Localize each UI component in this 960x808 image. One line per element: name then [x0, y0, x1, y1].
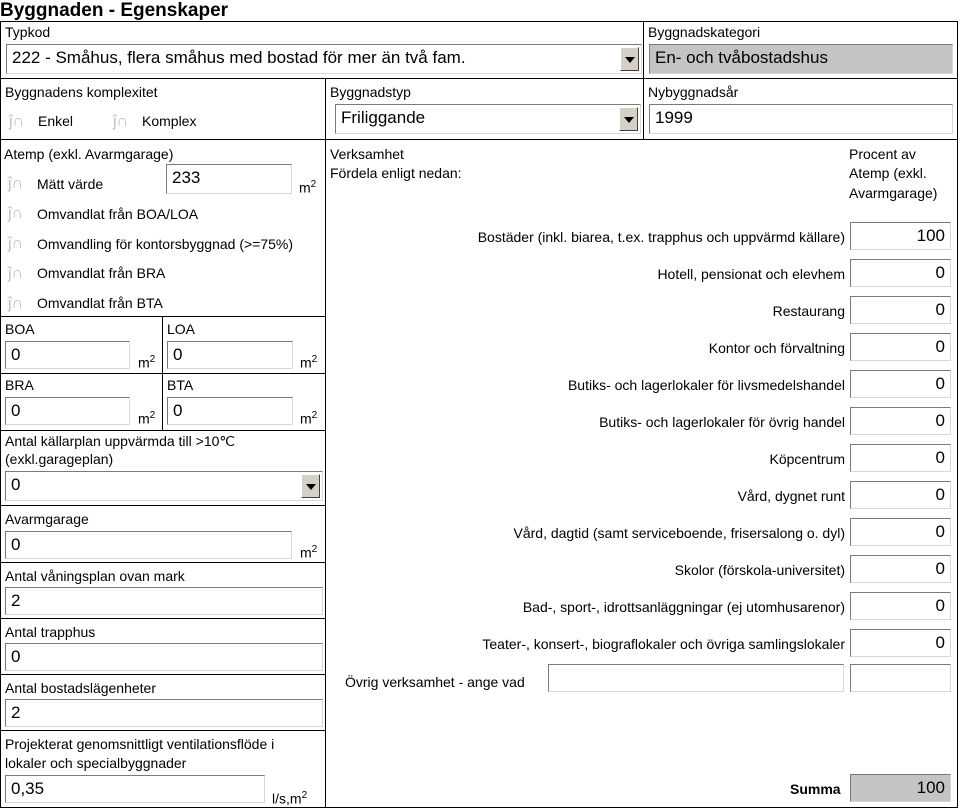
kallarplan-label-line1: Antal källarplan uppvärmda till >10℃: [5, 433, 236, 449]
radio-matt-varde-icon[interactable]: ĵ∩: [8, 175, 24, 192]
radio-bra-icon[interactable]: ĵ∩: [8, 265, 24, 282]
verksamhet-row-input[interactable]: 0: [850, 444, 951, 472]
boa-input[interactable]: 0: [5, 341, 130, 369]
loa-input[interactable]: 0: [167, 341, 293, 369]
radio-bra-label: Omvandlat från BRA: [37, 265, 166, 281]
verksamhet-label: Verksamhet: [330, 146, 404, 162]
trapphus-section: [0, 618, 326, 675]
verksamhet-row-label: Butiks- och lagerlokaler för övrig handel: [599, 414, 845, 430]
page-title: Byggnaden - Egenskaper: [0, 0, 229, 21]
kallarplan-value: 0: [11, 475, 21, 494]
radio-kontor-icon[interactable]: ĵ∩: [8, 235, 24, 252]
nybyggnadsar-label: Nybyggnadsår: [648, 84, 739, 100]
byggnadskategori-field: En- och tvåbostadshus: [649, 44, 953, 74]
byggnadstyp-label: Byggnadstyp: [330, 84, 411, 100]
atemp-unit: $m^2$: [299, 179, 317, 196]
radio-boa-loa-label: Omvandlat från BOA/LOA: [37, 206, 199, 222]
radio-enkel-icon[interactable]: ĵ∩: [9, 113, 25, 130]
verksamhet-row-input[interactable]: 0: [850, 555, 951, 583]
radio-komplex-icon[interactable]: ĵ∩: [113, 113, 129, 130]
avarmgarage-unit: $m^2$: [300, 544, 318, 561]
ovrig-value-input[interactable]: [850, 664, 951, 692]
radio-boa-loa-icon[interactable]: ĵ∩: [8, 205, 24, 222]
verksamhet-row-input[interactable]: 0: [850, 518, 951, 546]
ventilation-label-line1: Projekterat genomsnittligt ventilationsflöde i: [5, 736, 275, 752]
ventilation-unit: $l/s,m^2$: [272, 790, 308, 807]
bta-unit: $m^2$: [300, 410, 318, 427]
procent-header-line1: Procent av: [849, 146, 916, 162]
radio-kontor-label: Omvandling för kontorsbyggnad (>=75%): [37, 236, 294, 252]
typkod-label: Typkod: [5, 24, 51, 40]
kallarplan-section: [0, 430, 326, 506]
avarmgarage-label: Avarmgarage: [5, 511, 89, 527]
ventilation-section: [0, 730, 326, 808]
typkod-select[interactable]: [6, 44, 642, 74]
bta-section: [162, 373, 326, 431]
ventilation-input[interactable]: 0,35: [5, 775, 265, 803]
komplexitet-label: Byggnadens komplexitet: [5, 84, 158, 100]
chevron-down-icon[interactable]: [620, 47, 639, 71]
verksamhet-row-label: Köpcentrum: [769, 451, 845, 467]
bostadslagenheter-input[interactable]: 2: [5, 699, 323, 727]
boa-label: BOA: [5, 321, 35, 337]
verksamhet-row-input[interactable]: 0: [850, 407, 951, 435]
bra-input[interactable]: 0: [5, 397, 130, 425]
nybyggnadsar-section: [643, 78, 958, 140]
boa-section: [0, 316, 163, 374]
verksamhet-row-input[interactable]: 0: [850, 629, 951, 657]
bra-section: [0, 373, 163, 431]
chevron-down-icon[interactable]: [301, 474, 320, 498]
procent-header-line2: Atemp (exkl.: [849, 165, 927, 181]
procent-header-line3: Avarmgarage): [849, 185, 938, 201]
verksamhet-row-label: Butiks- och lagerlokaler för livsmedelshandel: [567, 377, 845, 393]
byggnadskategori-label: Byggnadskategori: [648, 24, 761, 40]
summa-field: 100: [850, 774, 951, 802]
chevron-down-icon[interactable]: [619, 107, 638, 131]
verksamhet-row-label: Hotell, pensionat och elevhem: [657, 266, 845, 282]
verksamhet-row-label: Skolor (förskola-universitet): [674, 562, 845, 578]
verksamhet-row-label: Bad-, sport-, idrottsanläggningar (ej utomhusarenor): [522, 599, 845, 615]
bostadslagenheter-label: Antal bostadslägenheter: [5, 680, 156, 696]
verksamhet-row-input[interactable]: 0: [850, 370, 951, 398]
boa-unit: $m^2$: [138, 354, 156, 371]
verksamhet-row-input[interactable]: 0: [850, 481, 951, 509]
verksamhet-row-label: Kontor och förvaltning: [708, 340, 845, 356]
atemp-label: Atemp (exkl. Avarmgarage): [4, 146, 174, 162]
vaningsplan-input[interactable]: 2: [5, 587, 323, 615]
verksamhet-row-label: Bostäder (inkl. biarea, t.ex. trapphus och uppvärmd källare): [477, 229, 845, 245]
ovrig-label: Övrig verksamhet - ange vad: [345, 674, 525, 690]
verksamhet-row-label: Vård, dagtid (samt serviceboende, frisersalong o. dyl): [513, 525, 845, 541]
radio-enkel-label: Enkel: [38, 113, 74, 129]
bta-input[interactable]: 0: [167, 397, 293, 425]
typkod-section: [0, 21, 644, 79]
verksamhet-row-input[interactable]: 0: [850, 333, 951, 361]
ventilation-label-line2: lokaler och specialbyggnader: [5, 755, 187, 771]
atemp-input[interactable]: 233: [166, 164, 292, 194]
typkod-value: 222 - Småhus, flera småhus med bostad för mer än två fam.: [12, 48, 466, 67]
komplexitet-section: [0, 78, 326, 140]
byggnadstyp-select[interactable]: [335, 104, 641, 134]
radio-matt-varde-label: Mätt värde: [37, 176, 104, 192]
byggnadstyp-value: Friliggande: [341, 108, 426, 127]
kallarplan-select[interactable]: [5, 471, 323, 501]
vaningsplan-section: [0, 562, 326, 619]
summa-label: Summa: [790, 781, 841, 797]
verksamhet-row-input[interactable]: 100: [850, 222, 951, 250]
verksamhet-row-input[interactable]: 0: [850, 259, 951, 287]
bta-label: BTA: [167, 377, 194, 393]
radio-bta-label: Omvandlat från BTA: [37, 295, 163, 311]
verksamhet-row-input[interactable]: 0: [850, 296, 951, 324]
verksamhet-row-input[interactable]: 0: [850, 592, 951, 620]
loa-unit: $m^2$: [300, 354, 318, 371]
loa-section: [162, 316, 326, 374]
byggnadstyp-section: [325, 78, 644, 140]
avarmgarage-section: [0, 505, 326, 563]
nybyggnadsar-input[interactable]: 1999: [649, 104, 953, 134]
trapphus-label: Antal trapphus: [5, 624, 96, 640]
verksamhet-row-label: Vård, dygnet runt: [737, 488, 845, 504]
verksamhet-row-label: Teater-, konsert-, biograflokaler och övriga samlingslokaler: [482, 636, 845, 652]
kallarplan-label-line2: (exkl.garageplan): [5, 451, 114, 467]
trapphus-input[interactable]: 0: [5, 643, 323, 671]
vaningsplan-label: Antal våningsplan ovan mark: [5, 568, 185, 584]
byggnadskategori-section: [643, 21, 958, 79]
radio-komplex-label: Komplex: [142, 113, 197, 129]
radio-bta-icon[interactable]: ĵ∩: [8, 295, 24, 312]
bra-label: BRA: [5, 377, 34, 393]
bostadslagenheter-section: [0, 674, 326, 731]
loa-label: LOA: [167, 321, 196, 337]
ovrig-text-input[interactable]: [548, 664, 844, 692]
verksamhet-row-label: Restaurang: [772, 303, 845, 319]
verksamhet-sublabel: Fördela enligt nedan:: [330, 165, 462, 181]
avarmgarage-input[interactable]: 0: [5, 531, 292, 559]
bra-unit: $m^2$: [138, 410, 156, 427]
